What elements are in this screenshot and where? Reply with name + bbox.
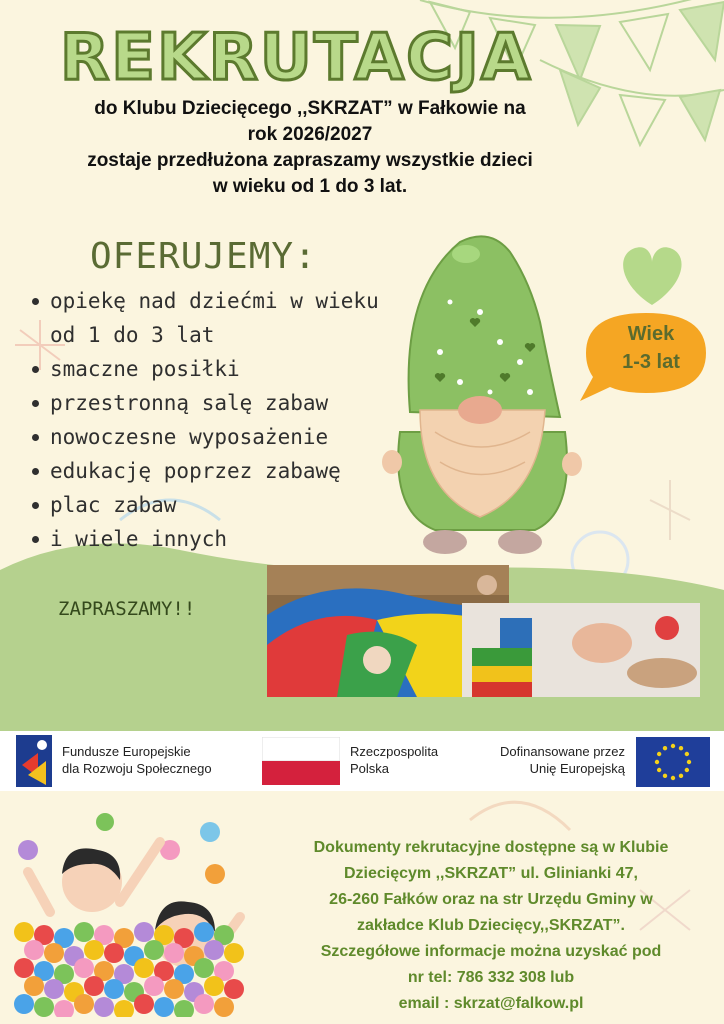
info-line: nr tel: 786 332 308 lub — [407, 969, 575, 986]
kids-ball-pit-illustration — [10, 812, 250, 1017]
ball-icon — [194, 994, 214, 1014]
ball-icon — [24, 940, 44, 960]
info-line: Szczegółowe informacje można uzyskać pod — [320, 943, 662, 960]
eu-star-icon — [663, 746, 667, 750]
gnome-illustration — [380, 232, 585, 557]
eu-star-icon — [679, 746, 683, 750]
info-line: Dokumenty rekrutacyjne dostępne są w Klubie — [313, 839, 669, 856]
eu-star-icon — [663, 774, 667, 778]
ball-icon — [94, 997, 114, 1017]
eu-flag-icon — [636, 737, 710, 787]
eu-star-icon — [655, 760, 659, 764]
fe-logo-line: Fundusze Europejskie — [62, 744, 191, 759]
ball-icon — [144, 940, 164, 960]
eu-star-icon — [685, 768, 689, 772]
rp-logo-line: Polska — [350, 761, 390, 776]
ball-icon — [14, 922, 34, 942]
rp-logo-line: Rzeczpospolita — [350, 744, 439, 759]
offer-heading: OFERUJEMY: — [90, 236, 317, 277]
info-line: zakładce Klub Dziecięcy,,SKRZAT”. — [357, 917, 625, 934]
offer-item: plac zabaw — [30, 488, 410, 522]
page-title: REKRUTACJA — [60, 21, 533, 95]
info-line: Dziecięcym ,,SKRZAT” ul. Glinianki 47, — [343, 865, 638, 882]
eu-star-icon — [671, 744, 675, 748]
ball-icon — [194, 958, 214, 978]
funding-logo-bar — [0, 731, 724, 791]
offer-item: smaczne posiłki — [30, 352, 410, 386]
ball-icon — [204, 940, 224, 960]
ball-icon — [134, 958, 154, 978]
eu-star-icon — [679, 774, 683, 778]
eu-logo-line: Dofinansowane przez — [499, 744, 625, 759]
ball-icon — [104, 943, 124, 963]
ball-icon — [74, 922, 94, 942]
age-bubble-text — [596, 320, 706, 376]
age-bubble-value: 1-3 lat — [622, 351, 680, 373]
ball-icon — [164, 943, 184, 963]
rp-logo-text — [350, 743, 438, 777]
building-blocks-photo — [462, 603, 700, 697]
ball-icon — [224, 943, 244, 963]
ball-icon — [84, 940, 104, 960]
ball-icon — [34, 997, 54, 1017]
ball-icon — [44, 979, 64, 999]
offer-item: od 1 do 3 lat — [50, 323, 215, 347]
eu-star-icon — [657, 752, 661, 756]
eu-logo-line: Unię Europejską — [529, 761, 625, 776]
ball-icon — [84, 976, 104, 996]
ball-icon — [214, 997, 234, 1017]
offer-item: nowoczesne wyposażenie — [30, 420, 410, 454]
ball-icon — [164, 979, 184, 999]
subtitle-line: do Klubu Dziecięcego ,,SKRZAT” w Fałkowie na — [94, 98, 526, 119]
ball-icon — [134, 922, 154, 942]
info-line: email : skrzat@falkow.pl — [398, 995, 584, 1012]
ball-icon — [114, 1000, 134, 1017]
ball-icon — [134, 994, 154, 1014]
info-line: 26-260 Fałków oraz na str Urzędu Gminy w — [329, 891, 653, 908]
eu-star-icon — [685, 752, 689, 756]
ball-icon — [204, 976, 224, 996]
subtitle — [30, 96, 590, 200]
ball-icon — [44, 943, 64, 963]
subtitle-line: zostaje przedłużona zapraszamy wszystkie dzieci — [87, 150, 533, 171]
subtitle-line: w wieku od 1 do 3 lat. — [212, 176, 408, 197]
ball-icon — [174, 1000, 194, 1017]
ball-icon — [14, 994, 34, 1014]
eu-star-icon — [671, 776, 675, 780]
info-text — [268, 835, 714, 1017]
ball-icon — [74, 958, 94, 978]
offer-item: opiekę nad dziećmi w wieku — [30, 284, 410, 318]
ball-icon — [74, 994, 94, 1014]
fe-logo-line: dla Rozwoju Społecznego — [62, 761, 212, 776]
offer-item: przestronną salę zabaw — [30, 386, 410, 420]
fe-logo-text — [62, 743, 212, 777]
subtitle-line: rok 2026/2027 — [247, 124, 373, 145]
eu-star-icon — [687, 760, 691, 764]
ball-icon — [194, 922, 214, 942]
ball-icon — [224, 979, 244, 999]
eu-star-icon — [657, 768, 661, 772]
eu-logo-text — [480, 743, 625, 777]
offer-item: edukację poprzez zabawę — [30, 454, 410, 488]
offer-item: i wiele innych — [30, 522, 410, 556]
ball-icon — [144, 976, 164, 996]
ball-icon — [54, 1000, 74, 1017]
fe-logo-icon — [16, 735, 52, 787]
invite-text: ZAPRASZAMY!! — [58, 598, 196, 620]
offer-list — [30, 284, 410, 556]
ball-icon — [24, 976, 44, 996]
ball-icon — [104, 979, 124, 999]
age-bubble-label: Wiek — [627, 323, 675, 345]
polish-flag-icon — [262, 737, 340, 785]
ball-icon — [154, 997, 174, 1017]
ball-icon — [14, 958, 34, 978]
